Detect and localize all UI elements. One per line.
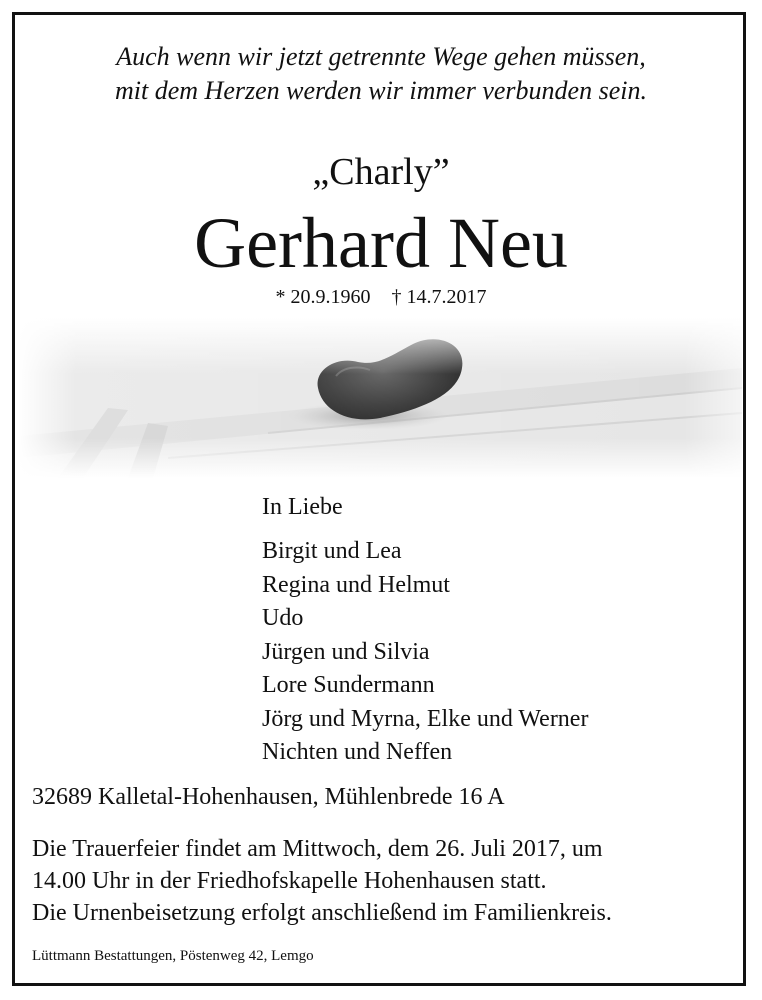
undertaker-info: Lüttmann Bestattungen, Pöstenweg 42, Lemgo xyxy=(32,948,314,964)
service-line-2: 14.00 Uhr in der Friedhofskapelle Hohenhausen statt. xyxy=(32,868,547,894)
quote-line-1: Auch wenn wir jetzt getrennte Wege gehen müssen, xyxy=(116,42,646,71)
memorial-quote xyxy=(0,40,762,108)
nickname: „Charly” xyxy=(312,151,450,193)
life-dates xyxy=(0,286,762,309)
heart-stone-photo xyxy=(18,318,742,478)
deceased-name: Gerhard Neu xyxy=(194,203,568,283)
mourner-name: Nichten und Neffen xyxy=(262,739,453,765)
service-notice xyxy=(32,833,744,929)
service-line-1: Die Trauerfeier findet am Mittwoch, dem 26. Juli 2017, um xyxy=(32,836,603,862)
mourner-name: Udo xyxy=(262,605,304,631)
in-love-label: In Liebe xyxy=(262,494,343,520)
birth-date: * 20.9.1960 xyxy=(275,286,371,308)
mourners-list xyxy=(262,535,588,770)
service-line-3: Die Urnenbeisetzung erfolgt anschließend im Familienkreis. xyxy=(32,900,612,926)
quote-line-2: mit dem Herzen werden wir immer verbunden sein. xyxy=(115,76,647,105)
mourner-name: Jürgen und Silvia xyxy=(262,638,430,665)
mourner-name: Regina und Helmut xyxy=(262,571,450,598)
mourner-name: Lore Sundermann xyxy=(262,672,435,698)
family-address: 32689 Kalletal-Hohenhausen, Mühlenbrede 16 A xyxy=(32,784,505,810)
death-date: † 14.7.2017 xyxy=(391,286,487,308)
mourner-name: Jörg und Myrna, Elke und Werner xyxy=(262,705,589,732)
mourner-name: Birgit und Lea xyxy=(262,538,402,564)
